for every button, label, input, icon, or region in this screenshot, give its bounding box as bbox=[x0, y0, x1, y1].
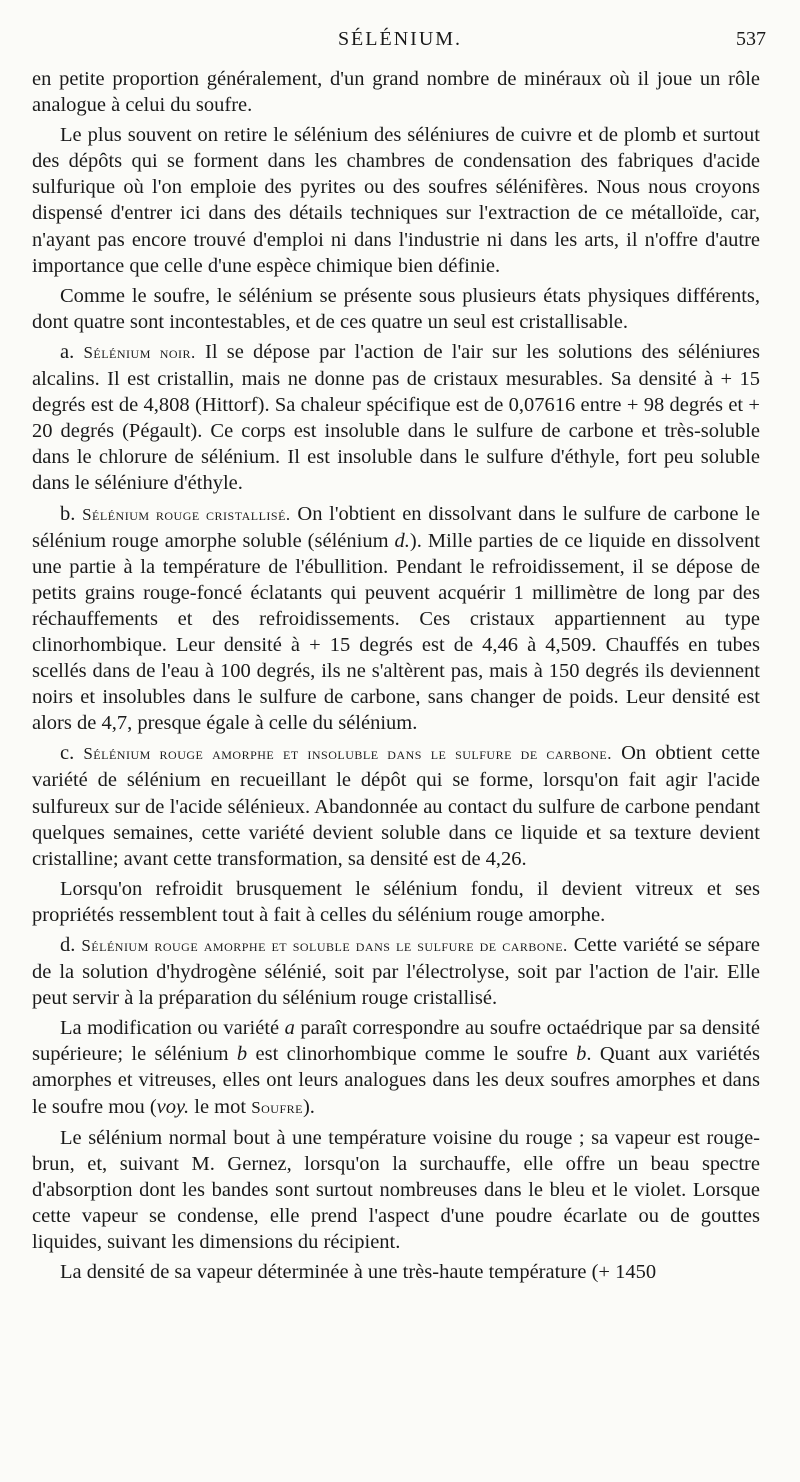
running-title: SÉLÉNIUM. bbox=[337, 28, 463, 50]
text-segment: . Quant aux variétés amorphes et vitreuses, elles ont leurs analogues dans les deux soufres amorphes et dans le soufre mou ( bbox=[32, 1043, 760, 1118]
paragraph-p1 bbox=[32, 122, 760, 279]
text-segment: La modification ou variété bbox=[60, 1017, 285, 1040]
text-segment: Lorsqu'on refroidit brusquement le sélénium fondu, il devient vitreux et ses propriétés ressemblent tout à fait à celles du sélénium rouge amorphe. bbox=[32, 877, 760, 926]
paragraph-p7 bbox=[32, 932, 760, 1011]
paragraph-p8 bbox=[32, 1015, 760, 1120]
body-text bbox=[32, 66, 760, 1289]
section-heading: Sélénium noir. bbox=[83, 342, 196, 362]
paragraph-p5 bbox=[32, 740, 760, 871]
italic-text: a bbox=[284, 1017, 295, 1040]
section-heading: Sélénium rouge amorphe et soluble dans le sulfure de carbone. bbox=[81, 936, 568, 955]
paragraph-p10 bbox=[32, 1259, 760, 1285]
italic-text: b bbox=[576, 1043, 587, 1066]
page-number: 537 bbox=[736, 28, 766, 50]
text-segment: Le plus souvent on retire le sélénium des séléniures de cuivre et de plomb et surtout des dépôts qui se forment dans les chambres de condensation des fabriques d'acide sulfurique où l'on emploie des pyrites ou des soufres sélénifères. Nous nous croyons dispensé d'entrer ici dans des détails techniques sur l'extraction de ce métalloïde, car, n'ayant pas encore trouvé d'emploi ni dans l'industrie ni dans les arts, il n'offre d'autre importance que celle d'une espèce chimique bien définie. bbox=[32, 124, 760, 277]
text-segment: ). Mille parties de ce liquide en dissolvent une partie à la température de l'ébullition. Pendant le refroidissement, il se dépose de petits grains rouge-foncé éclatants qui peuvent acquérir 1 millimètre de long par des réchauffements et des refroidissements. Ces cristaux appartiennent au type clinorhombique. Leur densité à + 15 degrés est de 4,46 à 4,509. Chauffés en tubes scellés dans de l'eau à 100 degrés, ils ne s'altèrent pas, mais à 150 degrés ils deviennent noirs et insolubles dans le sulfure de carbone, sans changer de poids. Leur densité est alors de 4,7, presque égale à celle du sélénium. bbox=[32, 529, 761, 735]
paragraph-p4 bbox=[32, 501, 760, 737]
text-segment: c. bbox=[60, 742, 84, 765]
text-segment: ). bbox=[302, 1095, 315, 1118]
text-segment: est clinorhombique comme le soufre bbox=[247, 1043, 577, 1066]
paragraph-p6 bbox=[32, 876, 760, 928]
paragraph-p9 bbox=[32, 1125, 760, 1255]
text-segment: La densité de sa vapeur déterminée à une très-haute température (+ 1450 bbox=[60, 1261, 657, 1284]
italic-text: b bbox=[236, 1043, 248, 1066]
page-header bbox=[0, 28, 800, 58]
paragraph-p0 bbox=[32, 66, 760, 118]
italic-text: voy. bbox=[156, 1095, 190, 1118]
section-heading: Sélénium rouge cristallisé. bbox=[82, 504, 291, 524]
text-segment: paraît correspondre au soufre octaédrique par sa densité supérieure; le sélénium bbox=[32, 1017, 761, 1066]
text-segment: Cette variété se sépare de la solution d'hydrogène sélénié, soit par l'électrolyse, soit par l'action de l'air. Elle peut servir à la préparation du sélénium rouge cristallisé. bbox=[32, 934, 761, 1010]
italic-text: d. bbox=[394, 529, 410, 552]
text-segment: On l'obtient en dissolvant dans le sulfure de carbone le sélénium rouge amorphe soluble (sélénium bbox=[32, 502, 760, 552]
text-segment: d. bbox=[60, 934, 82, 956]
section-heading: Sélénium rouge amorphe et insoluble dans le sulfure de carbone. bbox=[83, 744, 612, 764]
text-segment: en petite proportion généralement, d'un grand nombre de minéraux où il joue un rôle analogue à celui du soufre. bbox=[32, 68, 760, 117]
text-segment: Le sélénium normal bout à une température voisine du rouge ; sa vapeur est rouge-brun, et, suivant M. Gernez, lorsqu'on la surchauffe, elle offre un beau spectre d'absorption dont les bandes sont surtout nombreuses dans le bleu et le violet. Lorsque cette vapeur se condense, elle prend l'aspect d'une poudre écarlate ou de gouttes liquides, suivant les dimensions du récipient. bbox=[32, 1126, 760, 1254]
paragraph-p2 bbox=[32, 283, 760, 335]
paragraph-p3 bbox=[32, 339, 760, 497]
text-segment: le mot bbox=[189, 1095, 252, 1118]
section-heading: Soufre bbox=[251, 1097, 303, 1117]
text-segment: Il se dépose par l'action de l'air sur les solutions des séléniures alcalins. Il est cristallin, mais ne donne pas de cristaux mesurables. Sa densité à + 15 degrés est de 4,808 (Hittorf). Sa chaleur spécifique est de 0,07616 entre + 98 degrés et + 20 degrés (Pégault). Ce corps est insoluble dans le sulfure de carbone et très-soluble dans le chlorure de sélénium. Il est insoluble dans le sulfure d'éthyle, fort peu soluble dans le séléniure d'éthyle. bbox=[32, 340, 760, 495]
text-segment: a. bbox=[60, 340, 84, 363]
text-segment: On obtient cette variété de sélénium en recueillant le dépôt qui se forme, lorsqu'on fait agir l'acide sulfureux sur de l'acide sélénieux. Abandonnée au contact du sulfure de carbone pendant quelques semaines, cette variété devient soluble dans ce liquide et sa texture devient cristalline; avant cette transformation, sa densité est de 4,26. bbox=[32, 742, 760, 870]
text-segment: Comme le soufre, le sélénium se présente sous plusieurs états physiques différents, dont quatre sont incontestables, et de ces quatre un seul est cristallisable. bbox=[32, 284, 760, 333]
text-segment: b. bbox=[60, 502, 83, 525]
